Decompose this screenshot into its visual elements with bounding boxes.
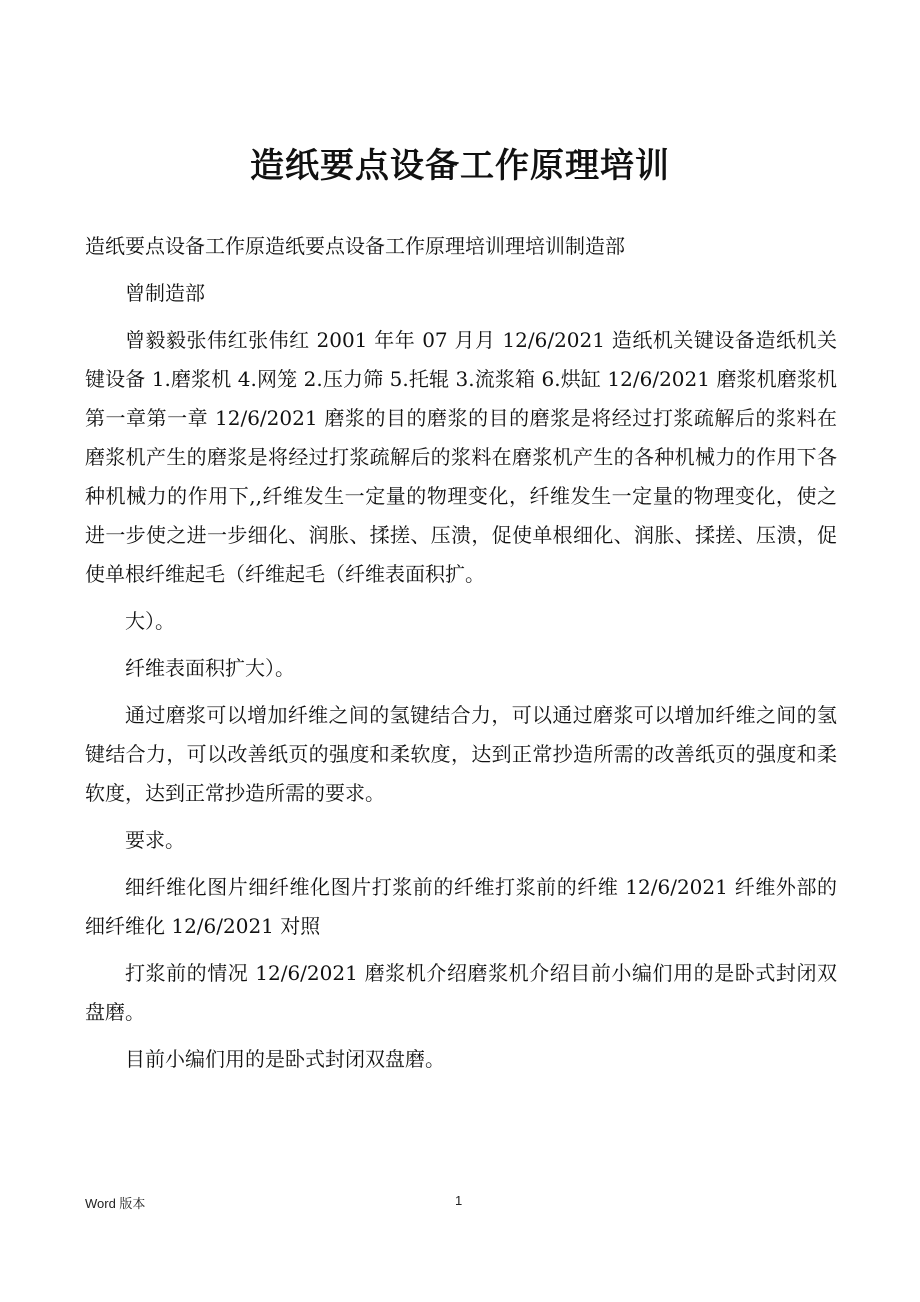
- paragraph: 细纤维化图片细纤维化图片打浆前的纤维打浆前的纤维 12/6/2021 纤维外部的细纤维化 12/6/2021 对照: [85, 875, 837, 938]
- paragraph: 要求。: [125, 828, 185, 852]
- paragraph: 造纸要点设备工作原造纸要点设备工作原理培训理培训制造部: [85, 234, 625, 258]
- footer-version-label: Word 版本: [85, 1196, 146, 1211]
- paragraph: 大）。: [125, 609, 175, 633]
- page-number: 1: [455, 1193, 463, 1208]
- paragraph: 通过磨浆可以增加纤维之间的氢键结合力，可以通过磨浆可以增加纤维之间的氢键结合力，可以改善纸页的强度和柔软度，达到正常抄造所需的改善纸页的强度和柔软度，达到正常抄造所需的要求。: [85, 703, 837, 805]
- paragraph: 曾毅毅张伟红张伟红 2001 年年 07 月月 12/6/2021 造纸机关键设备造纸机关键设备 1.磨浆机 4.网笼 2.压力筛 5.托辊 3.流浆箱 6.烘缸 12/6/2021 磨浆机磨浆机第一章第一章 12/6/2021 磨浆的目的磨浆的目的磨浆是将经过打浆疏解后的浆料在磨浆机产生的磨浆是将经过打浆疏解后的浆料在磨浆机产生的各种机械力的作用下各种机械力的作用下,,纤维发生一定量的物理变化，纤维发生一定量的物理变化，使之进一步使之进一步细化、润胀、揉搓、压溃，促使单根细化、润胀、揉搓、压溃，促使单根纤维起毛（纤维起毛（纤维表面积扩。: [85, 328, 837, 586]
- paragraph: 曾制造部: [125, 281, 205, 305]
- document-body: [85, 227, 837, 1087]
- paragraph: 纤维表面积扩大）。: [125, 656, 295, 680]
- page-footer: [85, 1193, 837, 1213]
- document-title: 造纸要点设备工作原理培训: [250, 146, 670, 186]
- paragraph: 目前小编们用的是卧式封闭双盘磨。: [125, 1047, 445, 1071]
- paragraph: 打浆前的情况 12/6/2021 磨浆机介绍磨浆机介绍目前小编们用的是卧式封闭双盘磨。: [85, 961, 837, 1024]
